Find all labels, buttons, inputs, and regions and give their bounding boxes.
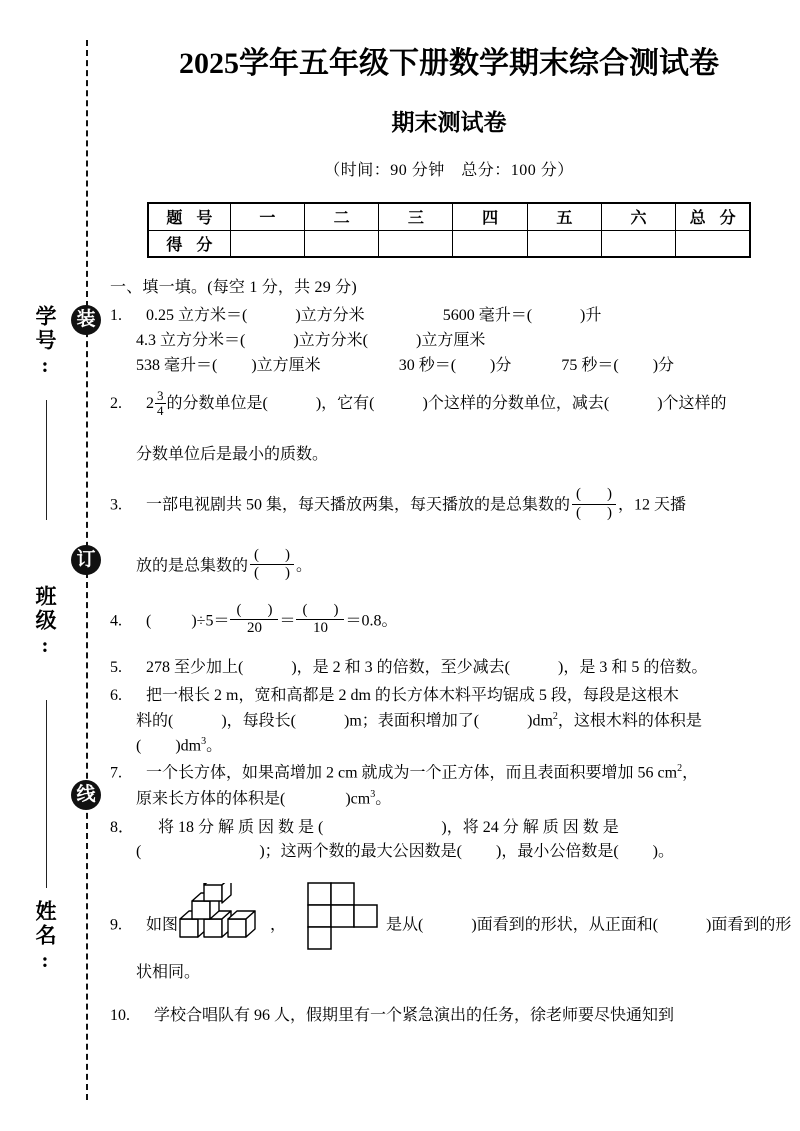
blank-fraction-numerator[interactable]: ( ) (576, 486, 613, 503)
question-9-b: ， (270, 916, 287, 934)
exam-paper-content (104, 0, 794, 1131)
score-table-col-total: 总 分 (676, 203, 750, 230)
name-label: 姓名: (33, 900, 57, 975)
question-8-number: 8． (110, 818, 135, 836)
question-2-d: )个这样的 (657, 395, 727, 413)
score-cell-6[interactable] (601, 230, 675, 257)
question-6-line2-c: )m；表面积增加了( (344, 712, 480, 730)
question-9 (110, 891, 794, 986)
question-5-b: )，是 2 和 3 的倍数，至少减去( (291, 658, 511, 676)
fraction-denominator: 4 (157, 403, 164, 419)
question-6-line3-a: ( (136, 737, 142, 755)
question-1-line2-c: )立方厘米 (416, 331, 486, 349)
question-6-line2-d: )dm (527, 712, 553, 730)
question-1-line1-b: )立方分米 (295, 307, 365, 324)
question-4 (110, 604, 794, 640)
question-8-line1-b: )，将 24 分 解 质 因 数 是 (441, 818, 619, 836)
time-and-score-note: （时间：90 分钟 总分：100 分） (324, 162, 574, 179)
score-table (147, 202, 751, 258)
score-table-col-1: 一 (230, 203, 304, 230)
question-8 (110, 816, 794, 866)
question-1-line1-d: )升 (580, 307, 602, 324)
question-5-number: 5. (110, 658, 122, 676)
question-3-number: 3. (110, 496, 122, 514)
blank-fraction-denominator[interactable]: ( ) (250, 564, 294, 582)
question-2-b: )，它有( (315, 395, 375, 413)
question-3-c: 放的是总集数的 (136, 556, 249, 574)
score-table-col-5: 五 (527, 203, 601, 230)
question-3 (110, 488, 794, 584)
seal-xian-icon: 线 (71, 780, 101, 810)
score-table-col-4: 四 (453, 203, 527, 230)
question-6-line1: 把一根长 2 m，宽和高都是 2 dm 的长方体木料平均锯成 5 段，每段是这根木 (146, 687, 679, 705)
blank-fraction-numerator[interactable]: ( ) (254, 546, 291, 563)
superscript-2: 2 (677, 763, 683, 775)
question-1-line2-a: 4.3 立方分米＝( (136, 331, 246, 349)
score-table-col-3: 三 (379, 203, 453, 230)
question-1-line3-b: )立方厘米 (251, 356, 321, 374)
score-cell-3[interactable] (379, 230, 453, 257)
question-6 (110, 684, 794, 759)
question-8-line2-b: )；这两个数的最大公因数是( (259, 843, 462, 861)
grid-shape-figure (306, 881, 382, 951)
question-2-number: 2. (110, 395, 122, 413)
table-row-scores (148, 230, 750, 257)
question-6-line3-b: )dm (175, 737, 202, 755)
fraction-denominator: 20 (230, 619, 278, 637)
table-row-question-numbers (148, 203, 750, 230)
score-cell-5[interactable] (527, 230, 601, 257)
page-subtitle: 期末测试卷 (391, 110, 507, 135)
score-cell-4[interactable] (453, 230, 527, 257)
score-cell-total[interactable] (676, 230, 750, 257)
superscript-2: 2 (552, 711, 558, 723)
question-5 (110, 656, 794, 681)
question-7-line2-b: )cm (345, 789, 371, 807)
question-5-a: 278 至少加上( (146, 658, 244, 676)
seal-ding-icon: 订 (71, 545, 101, 575)
question-1-line3-d: )分 (490, 356, 512, 374)
score-cell-2[interactable] (305, 230, 379, 257)
question-6-line3-c: 。 (206, 737, 223, 755)
question-1-line1-a: 0.25 立方米＝( (146, 307, 248, 324)
question-4-b: )÷5＝ (191, 612, 230, 630)
question-1 (110, 304, 794, 378)
binding-sidebar (0, 0, 100, 1131)
question-7-line2-a: 原来长方体的体积是( (136, 789, 286, 807)
class-label: 班级: (33, 585, 57, 660)
question-6-line2-e: ，这根木料的体积是 (557, 712, 702, 730)
question-1-line3-e: 75 秒＝( (561, 356, 619, 374)
blank-fraction-1[interactable] (572, 486, 616, 522)
score-cell-1[interactable] (230, 230, 304, 257)
question-2-e: 分数单位后是最小的质数。 (136, 446, 329, 464)
question-9-a: 如图 (146, 916, 179, 934)
section-1-heading: 一、填一填。(每空 1 分，共 29 分) (110, 279, 357, 296)
question-9-f: 状相同。 (136, 964, 201, 982)
question-4-eq: ＝ (279, 612, 296, 630)
page-title: 2025学年五年级下册数学期末综合测试卷 (179, 47, 719, 80)
question-1-line3-f: )分 (652, 356, 675, 374)
fraction-numerator-blank[interactable]: ( ) (236, 602, 273, 619)
question-1-line1-c: 5600 毫升＝( (442, 307, 533, 324)
question-3-b: ，12 天播 (618, 496, 687, 514)
question-5-c: )，是 3 和 5 的倍数。 (558, 658, 708, 676)
question-4-a: ( (146, 612, 152, 630)
question-1-line2-b: )立方分米( (293, 331, 369, 349)
question-1-number: 1. (110, 307, 122, 324)
question-4-number: 4. (110, 612, 122, 630)
question-9-number: 9. (110, 916, 122, 934)
score-table-row-label-score: 得 分 (148, 230, 230, 257)
question-7-line1-b: ， (682, 764, 699, 782)
question-3-a: 一部电视剧共 50 集，每天播放两集，每天播放的是总集数的 (146, 496, 571, 514)
question-10 (110, 1004, 794, 1029)
question-10-number: 10. (110, 1007, 130, 1025)
question-2-c: )个这样的分数单位，减去( (422, 395, 610, 413)
question-9-d: )面看到的形状，从正面和( (471, 916, 659, 934)
question-2 (110, 390, 794, 468)
question-8-line2-a: ( (136, 843, 142, 861)
question-7-number: 7. (110, 764, 122, 782)
question-1-line3-a: 538 毫升＝( (136, 356, 218, 374)
score-table-col-6: 六 (601, 203, 675, 230)
question-3-d: 。 (296, 556, 313, 574)
cube-stack-figure (178, 883, 270, 941)
blank-fraction-denominator[interactable]: ( ) (572, 504, 616, 522)
student-id-write-line[interactable] (46, 400, 47, 520)
question-1-line3-c: 30 秒＝( (398, 356, 457, 374)
fraction-numerator: 3 (157, 388, 164, 404)
question-7-line1-a: 一个长方体，如果高增加 2 cm 就成为一个正方体，而且表面积要增加 56 cm (146, 764, 678, 782)
question-6-line2-b: )，每段长( (221, 712, 297, 730)
blank-fraction-2[interactable] (250, 547, 294, 583)
fraction-blank-over-10[interactable] (296, 602, 344, 638)
question-9-e: )面看到的形 (706, 916, 792, 934)
score-table-row-label: 题 号 (148, 203, 230, 230)
fraction-denominator: 10 (296, 619, 344, 637)
question-10-line1: 学校合唱队有 96 人，假期里有一个紧急演出的任务，徐老师要尽快通知到 (154, 1007, 675, 1025)
superscript-3: 3 (370, 788, 376, 800)
question-6-line2-a: 料的( (136, 712, 174, 730)
mixed-number-2-3-4 (146, 390, 167, 418)
fraction-numerator-blank[interactable]: ( ) (302, 602, 339, 619)
question-6-number: 6. (110, 687, 122, 705)
question-9-c: 是从( (386, 916, 424, 934)
question-8-line1-a: 将 18 分 解 质 因 数 是 ( (158, 818, 324, 836)
name-write-line[interactable] (46, 738, 47, 888)
superscript-3: 3 (201, 736, 207, 748)
question-7-line2-c: 。 (375, 789, 392, 807)
mixed-whole-part: 2 (146, 395, 154, 413)
score-table-col-2: 二 (305, 203, 379, 230)
question-7 (110, 761, 794, 811)
question-8-line2-c: )，最小公倍数是( (496, 843, 619, 861)
question-4-c: ＝0.8。 (345, 612, 398, 630)
fraction-blank-over-20[interactable] (230, 602, 278, 638)
question-2-a: 的分数单位是( (166, 395, 268, 413)
student-id-label: 学号: (33, 305, 57, 380)
fraction-3-over-4 (155, 389, 166, 417)
question-8-line2-d: )。 (652, 843, 675, 861)
seal-zhuang-icon: 装 (71, 305, 101, 335)
